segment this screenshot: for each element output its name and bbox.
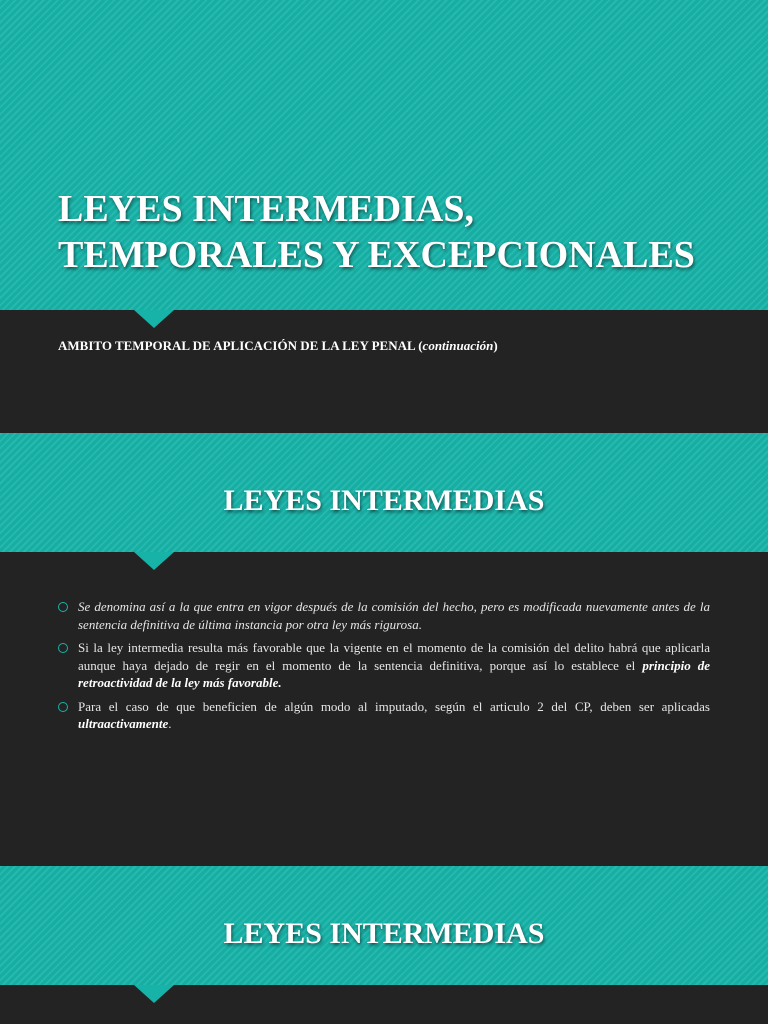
title-line-1: LEYES INTERMEDIAS, [58, 188, 474, 230]
title-line-2: TEMPORALES Y EXCEPCIONALES [58, 234, 695, 276]
slide-subtitle: AMBITO TEMPORAL DE APLICACIÓN DE LA LEY PENAL (continuación) [58, 338, 498, 353]
content-band [0, 310, 768, 433]
slide-1 [0, 0, 768, 433]
list-item: Para el caso de que beneficien de algún modo al imputado, según el articulo 2 del CP, deben ser aplicadas ultraactivamente. [58, 698, 710, 733]
band-notch [134, 985, 174, 1003]
list-item: Se denomina así a la que entra en vigor después de la comisión del hecho, pero es modificada nuevamente antes de la sentencia definitiva de última instancia por otra ley más rigurosa. [58, 598, 710, 633]
band-notch [134, 310, 174, 328]
bullet-circle-icon [58, 602, 68, 612]
slide-title [58, 186, 695, 278]
slide-3 [0, 866, 768, 1024]
bullet-circle-icon [58, 643, 68, 653]
content-band [0, 985, 768, 1024]
bullet-circle-icon [58, 702, 68, 712]
slide-title: LEYES INTERMEDIAS [223, 917, 545, 950]
bullet-list [58, 598, 710, 739]
list-item: Si la ley intermedia resulta más favorable que la vigente en el momento de la comisión del delito habrá que aplicarla aunque haya dejado de regir en el momento de la sentencia definitiva, porque así lo establece el principio de retroactividad de la ley más favorable. [58, 639, 710, 692]
band-notch [134, 552, 174, 570]
slide-title: LEYES INTERMEDIAS [223, 484, 545, 517]
